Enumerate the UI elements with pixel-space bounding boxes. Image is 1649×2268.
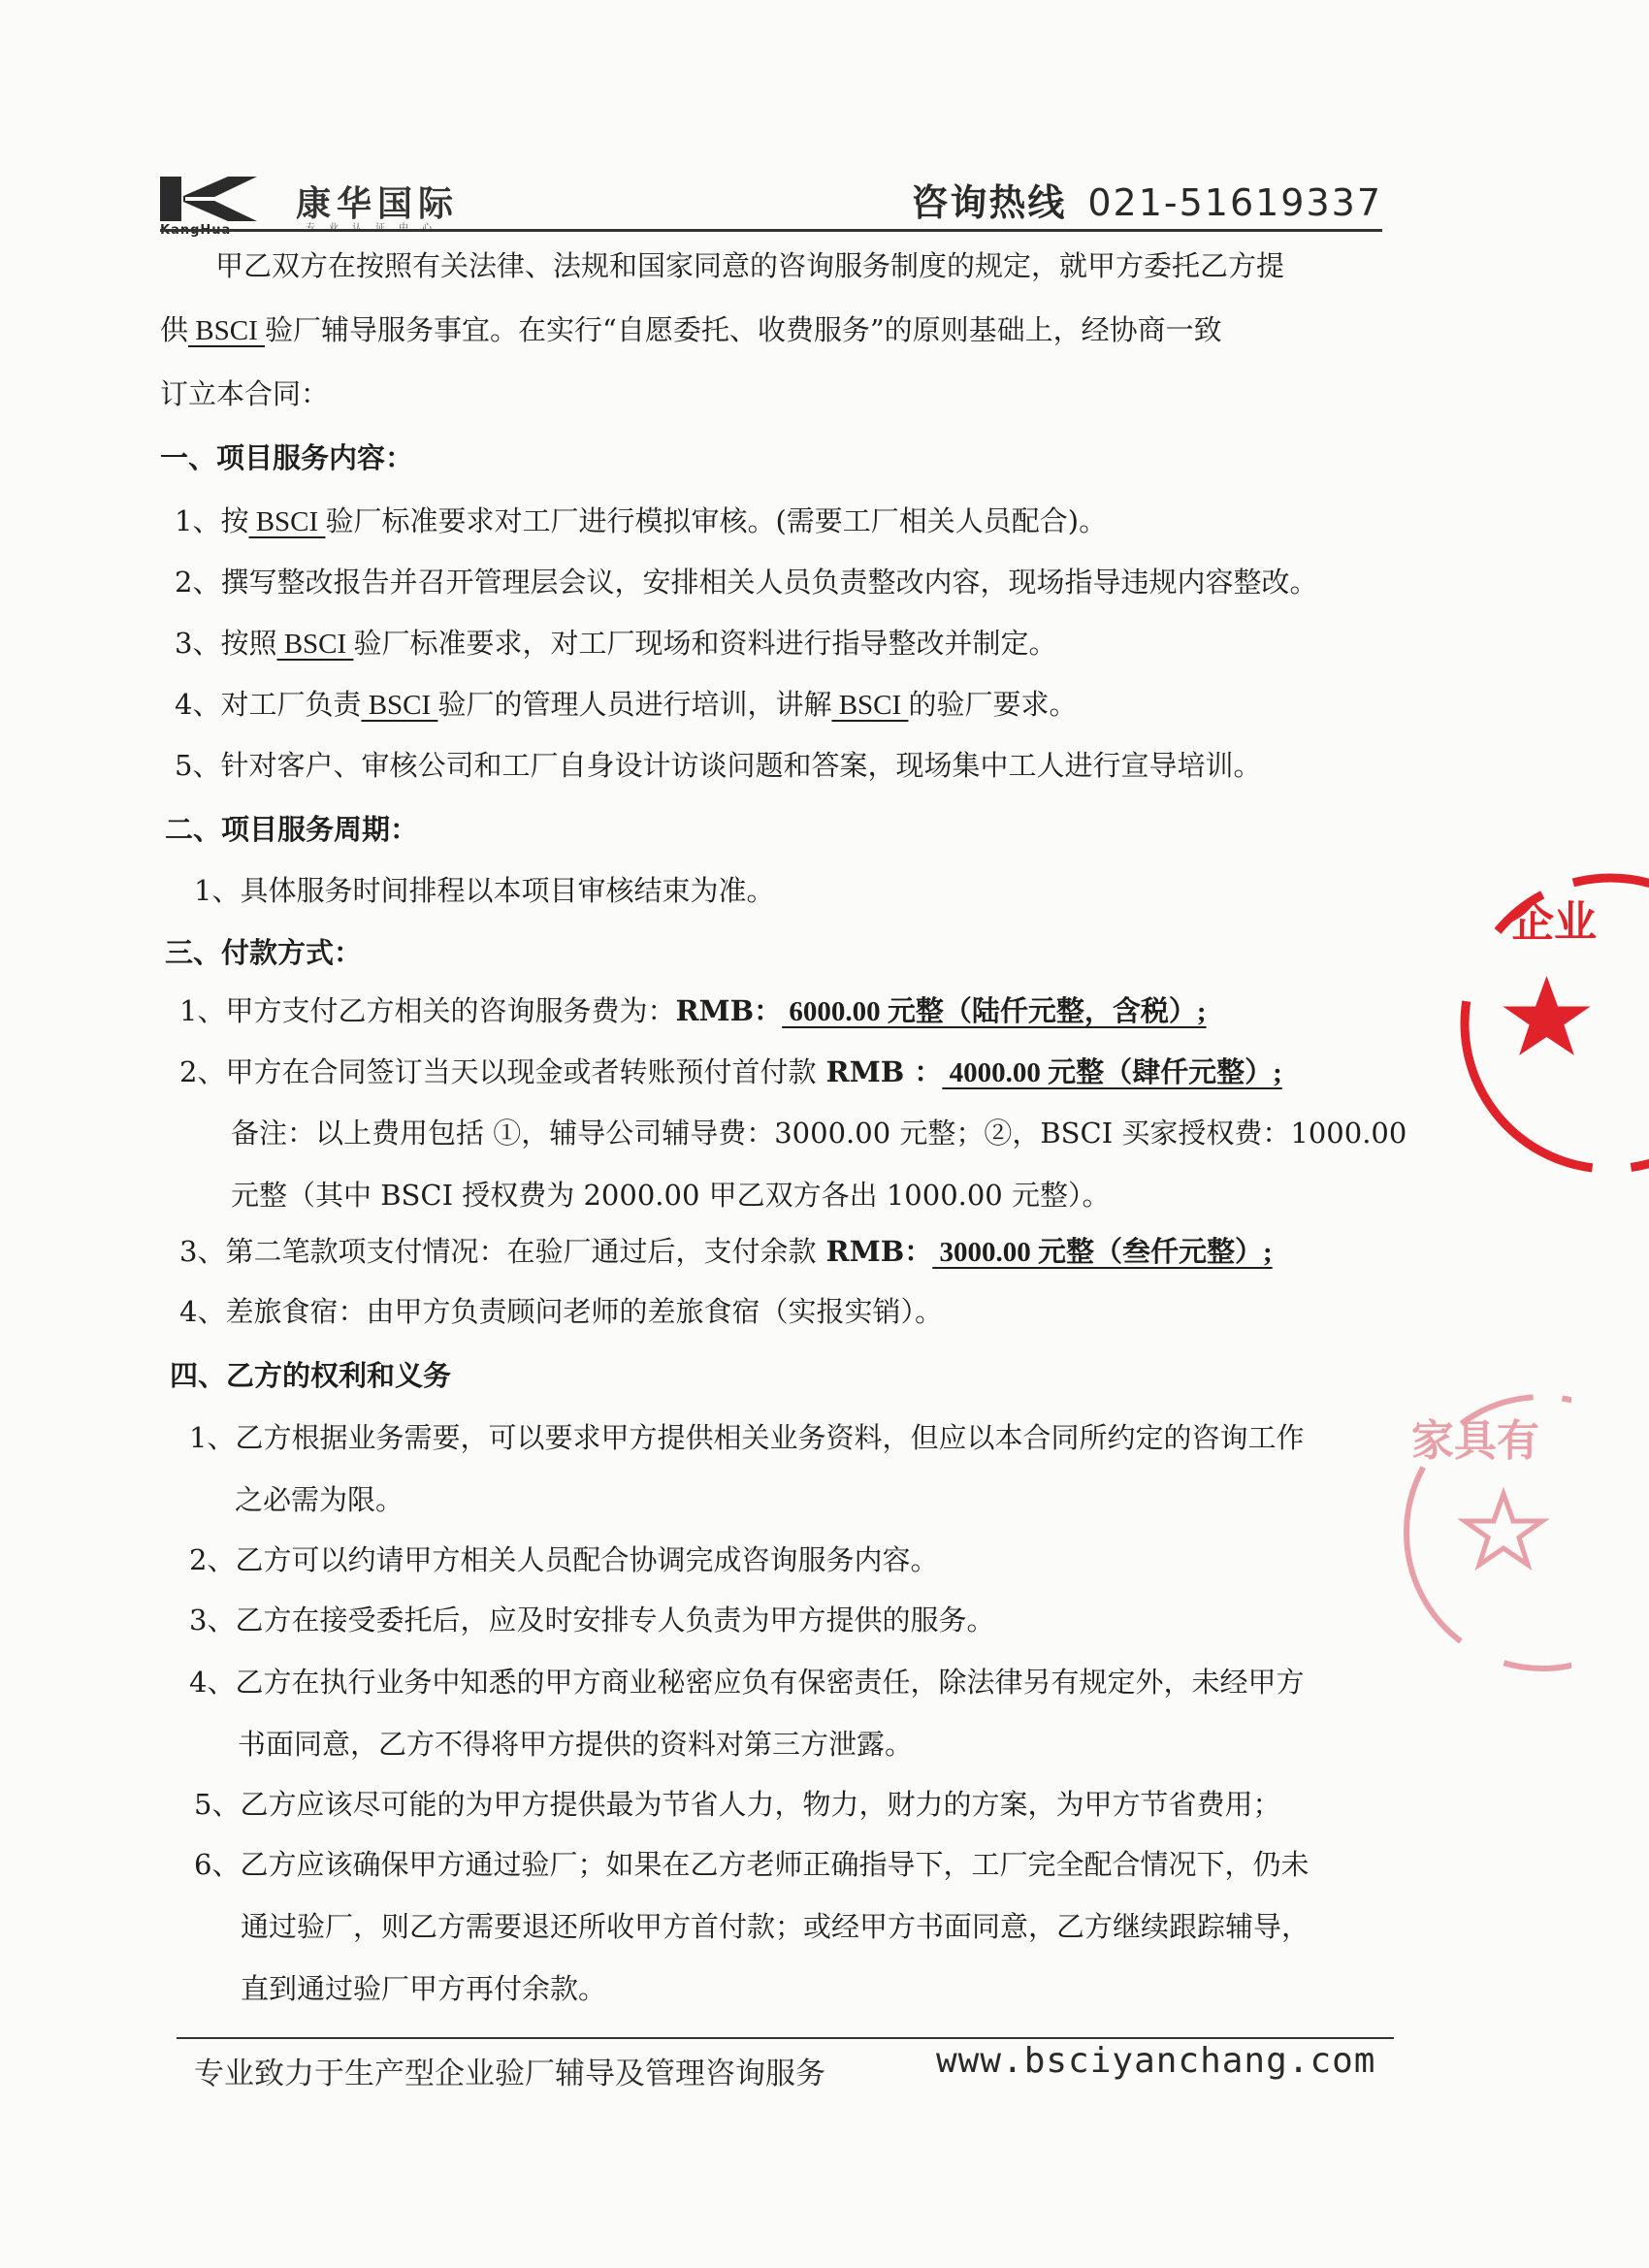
item-text: 4、对工厂负责	[175, 688, 362, 721]
section-1-title: 一、项目服务内容：	[160, 441, 414, 474]
item-text: 3、按照	[175, 627, 277, 660]
item-text: 的验厂要求。	[908, 688, 1078, 721]
intro-line-3: 订立本合同：	[160, 377, 330, 410]
intro-text: 验厂辅导服务事宜。在实行“自愿委托、收费服务”的原则基础上，经协商一致	[265, 313, 1222, 346]
section-2-title: 二、项目服务周期：	[165, 813, 419, 846]
hotline	[911, 173, 1382, 226]
section-4-item-6-line-2: 通过验厂，则乙方需要退还所收甲方首付款；或经甲方书面同意，乙方继续跟踪辅导，	[241, 1910, 1310, 1943]
item-text: 3、第二笔款项支付情况：在验厂通过后，支付余款	[179, 1235, 817, 1268]
section-4-item-4-line-2: 书面同意，乙方不得将甲方提供的资料对第三方泄露。	[238, 1728, 914, 1761]
item-text: 验厂的管理人员进行培训，讲解	[437, 688, 832, 721]
section-4-item-2: 2、乙方可以约请甲方相关人员配合协调完成咨询服务内容。	[189, 1543, 939, 1576]
section-3-note-line-1: 备注：以上费用包括 ①，辅导公司辅导费：3000.00 元整；②，BSCI 买家授权费：1000.00	[231, 1117, 1407, 1150]
item-text: 1、甲方支付乙方相关的咨询服务费为：	[179, 994, 676, 1027]
company-logo	[160, 177, 548, 238]
intro-line-1: 甲乙双方在按照有关法律、法规和国家同意的咨询服务制度的规定，就甲方委托乙方提	[215, 249, 1285, 282]
item-bsci: BSCI	[248, 506, 326, 537]
intro-line-2	[160, 308, 1222, 348]
logo-latin-text: KangHua	[160, 223, 232, 238]
footer-slogan: 专业致力于生产型企业验厂辅导及管理咨询服务	[194, 2057, 825, 2091]
section-4-item-6-line-1: 6、乙方应该确保甲方通过验厂；如果在乙方老师正确指导下，工厂完全配合情况下，仍未	[194, 1848, 1310, 1881]
hotline-label: 咨询热线	[911, 181, 1067, 224]
section-2-item-1: 1、具体服务时间排程以本项目审核结束为准。	[194, 874, 775, 907]
item-text: 2、甲方在合同签订当天以现金或者转账预付首付款	[179, 1055, 817, 1088]
section-1-item-4	[175, 683, 1077, 723]
seal-2-text: 家具有	[1411, 1416, 1539, 1466]
letterhead	[160, 165, 1382, 238]
section-1-item-3	[175, 622, 1056, 662]
down-payment-amount: 4000.00 元整（肆仟元整）;	[942, 1057, 1282, 1088]
balance-amount: 3000.00 元整（叁仟元整）;	[932, 1237, 1273, 1268]
section-4-title: 四、乙方的权利和义务	[170, 1359, 452, 1392]
section-1-item-1	[175, 500, 1107, 539]
section-4-item-3: 3、乙方在接受委托后，应及时安排专人负责为甲方提供的服务。	[189, 1604, 995, 1636]
section-1-item-5: 5、针对客户、审核公司和工厂自身设计访谈问题和答案，现场集中工人进行宣导培训。	[175, 749, 1262, 782]
section-3-item-1	[179, 989, 1207, 1029]
section-4-item-1-line-1: 1、乙方根据业务需要，可以要求甲方提供相关业务资料，但应以本合同所约定的咨询工作	[189, 1421, 1305, 1454]
section-3-item-4: 4、差旅食宿：由甲方负责顾问老师的差旅食宿（实报实销）。	[179, 1295, 943, 1328]
header-divider	[160, 229, 1382, 232]
section-3-item-2	[179, 1051, 1282, 1090]
rmb-label: RMB ：	[816, 1055, 943, 1088]
section-4-item-1-line-2: 之必需为限。	[235, 1483, 404, 1516]
section-3-title: 三、付款方式：	[165, 936, 363, 969]
item-text: 1、按	[175, 504, 249, 537]
footer-website: www.bsciyanchang.com	[936, 2041, 1376, 2081]
intro-text: 供	[160, 313, 189, 346]
company-seal-stamp	[1455, 859, 1649, 1188]
footer-divider	[177, 2037, 1394, 2039]
hotline-number: 021-51619337	[1087, 181, 1382, 224]
item-bsci: BSCI	[276, 629, 354, 660]
intro-bsci: BSCI	[188, 315, 265, 346]
section-4-item-4-line-1: 4、乙方在执行业务中知悉的甲方商业秘密应负有保密责任，除法律另有规定外，未经甲方	[189, 1666, 1305, 1699]
faded-seal-stamp	[1397, 1368, 1571, 1698]
section-3-note-line-2: 元整（其中 BSCI 授权费为 2000.00 甲乙双方各出 1000.00 元整）。	[231, 1179, 1111, 1212]
fee-amount: 6000.00 元整（陆仟元整，含税）;	[782, 996, 1207, 1027]
logo-subtitle: 专业认证中心	[306, 223, 445, 234]
rmb-label: RMB：	[816, 1235, 933, 1268]
item-text: 验厂标准要求，对工厂现场和资料进行指导整改并制定。	[353, 627, 1057, 660]
item-text: 验厂标准要求对工厂进行模拟审核。(需要工厂相关人员配合)。	[325, 504, 1108, 537]
item-bsci: BSCI	[831, 690, 909, 721]
seal-1-text: 企业	[1511, 897, 1597, 947]
rmb-label: RMB：	[675, 994, 783, 1027]
item-bsci: BSCI	[361, 690, 438, 721]
section-4-item-5: 5、乙方应该尽可能的为甲方提供最为节省人力，物力，财力的方案，为甲方节省费用；	[194, 1788, 1281, 1821]
section-4-item-6-line-3: 直到通过验厂甲方再付余款。	[241, 1972, 607, 2005]
logo-chinese-name: 康华国际	[296, 184, 460, 224]
section-3-item-3	[179, 1230, 1273, 1270]
kanghua-k-logo-icon	[160, 177, 267, 221]
section-1-item-2: 2、撰写整改报告并召开管理层会议，安排相关人员负责整改内容，现场指导违规内容整改。	[175, 566, 1318, 599]
